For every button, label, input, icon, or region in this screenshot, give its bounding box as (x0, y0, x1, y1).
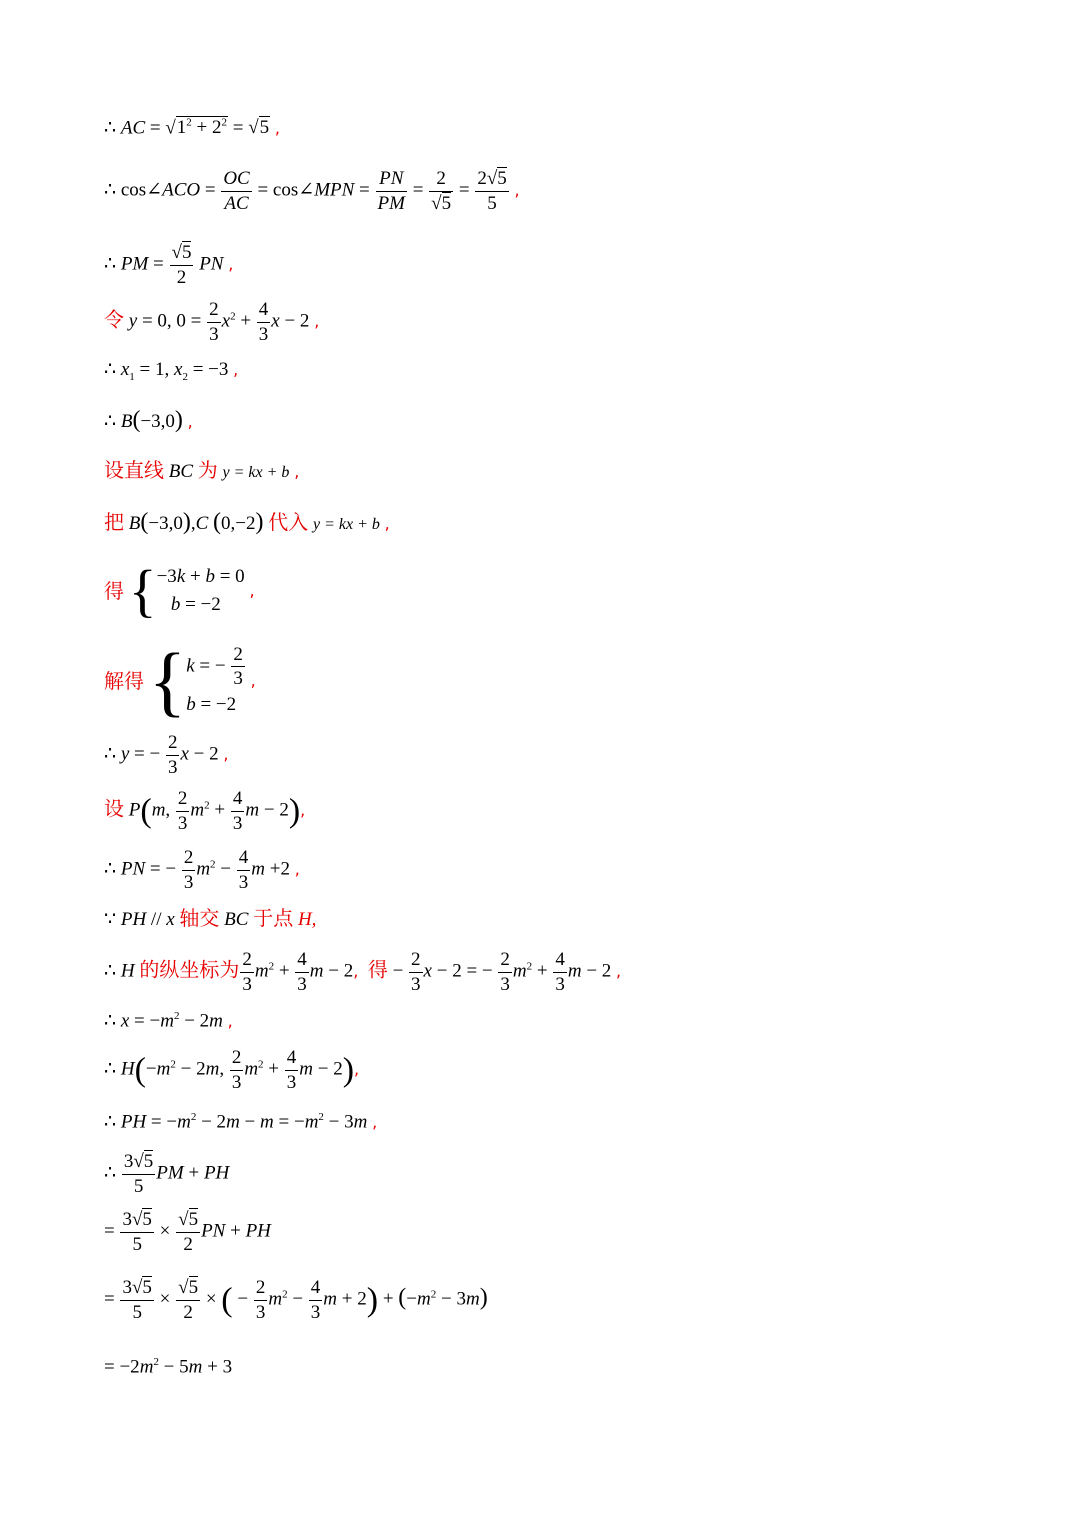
line-sum-step1: = $\frac{3√5}{5}$ × $\frac{√5}{2}$ PN + PH (104, 1209, 271, 1255)
line-set-bc: 设直线 BC 为 y = kx + b , (104, 458, 300, 482)
line-ac-length: ∴ AC = $√1^2 + 2^2 = √5$ , (104, 117, 280, 139)
line-system-2: 解得 { k = − $\frac{2}{3}$ b = −2 , (104, 637, 256, 724)
line-sum-start: ∴ $\frac{3√5}{5}$ PM + PH (104, 1151, 230, 1197)
line-pm-pn: ∴ PM = $\frac{√5}{2}$ PN , (104, 242, 234, 288)
line-bc-equation: ∴ y = − $\frac{2}{3}$ x − 2 , (104, 732, 229, 778)
line-point-b: ∴ B(−3,0) , (104, 407, 193, 433)
line-substitute: 把 B(−3,0),C (0,−2) 代入 y = kx + b , (104, 509, 390, 535)
line-point-p: 设 P(m, $\frac{2}{3}$ $m^2$ + $\frac{4}{3}$ m − 2), (104, 788, 306, 834)
line-set-y-zero: 令 y = 0, 0 = $\frac{2}{3}$ $x^2$ + $\frac{4}{3}$ x − 2 , (104, 299, 320, 345)
line-pn-length: ∴ PN = − $\frac{2}{3}$ $m^2$ − $\frac{4}{3}$ m +2 , (104, 847, 300, 893)
line-roots: ∴ $x_1 = 1$, $x_2 = -3$ , (104, 359, 239, 383)
line-cos-relation: ∴ cos∠ACO = $\frac{OC}{AC}$ = cos∠MPN = $\frac{PN}{PM}$ = $\frac{2}{√5}$ = $\frac{2√5}{5}$ , (104, 168, 520, 214)
line-x-value: ∴ $x = -m^2 - 2m$ , (104, 1010, 233, 1032)
line-point-h: ∴ $H(-m^2 - 2m$, $\frac{2}{3}$ $m^2$ + $\frac{4}{3}$ m − 2), (104, 1047, 360, 1093)
line-ph-length: ∴ PH = $-m^2 - 2m - m = -m^2 - 3m$ , (104, 1111, 378, 1133)
line-sum-step2: = $\frac{3√5}{5}$ × $\frac{√5}{2}$ × ( − $\frac{2}{3}$ $m^2$ − $\frac{4}{3}$ $m + 2) + (-m^2 - 3m)$ (104, 1277, 488, 1323)
line-sum-result: = $-2m^2 - 5m + 3$ (104, 1356, 233, 1378)
line-ph-parallel: ∵ PH // x 轴交 BC 于点 H, (104, 906, 317, 930)
line-system-1: 得 { −3k + b = 0 b = −2 , (104, 558, 255, 623)
line-h-ordinate: ∴ H 的纵坐标为 $\frac{2}{3}$ $m^2$ + $\frac{4}{3}$ m − 2, 得 − $\frac{2}{3}$ x − 2 = − $\frac{2}{3}$ $m^2$ + $\frac{4}{3}$ m − 2 , (104, 949, 622, 995)
